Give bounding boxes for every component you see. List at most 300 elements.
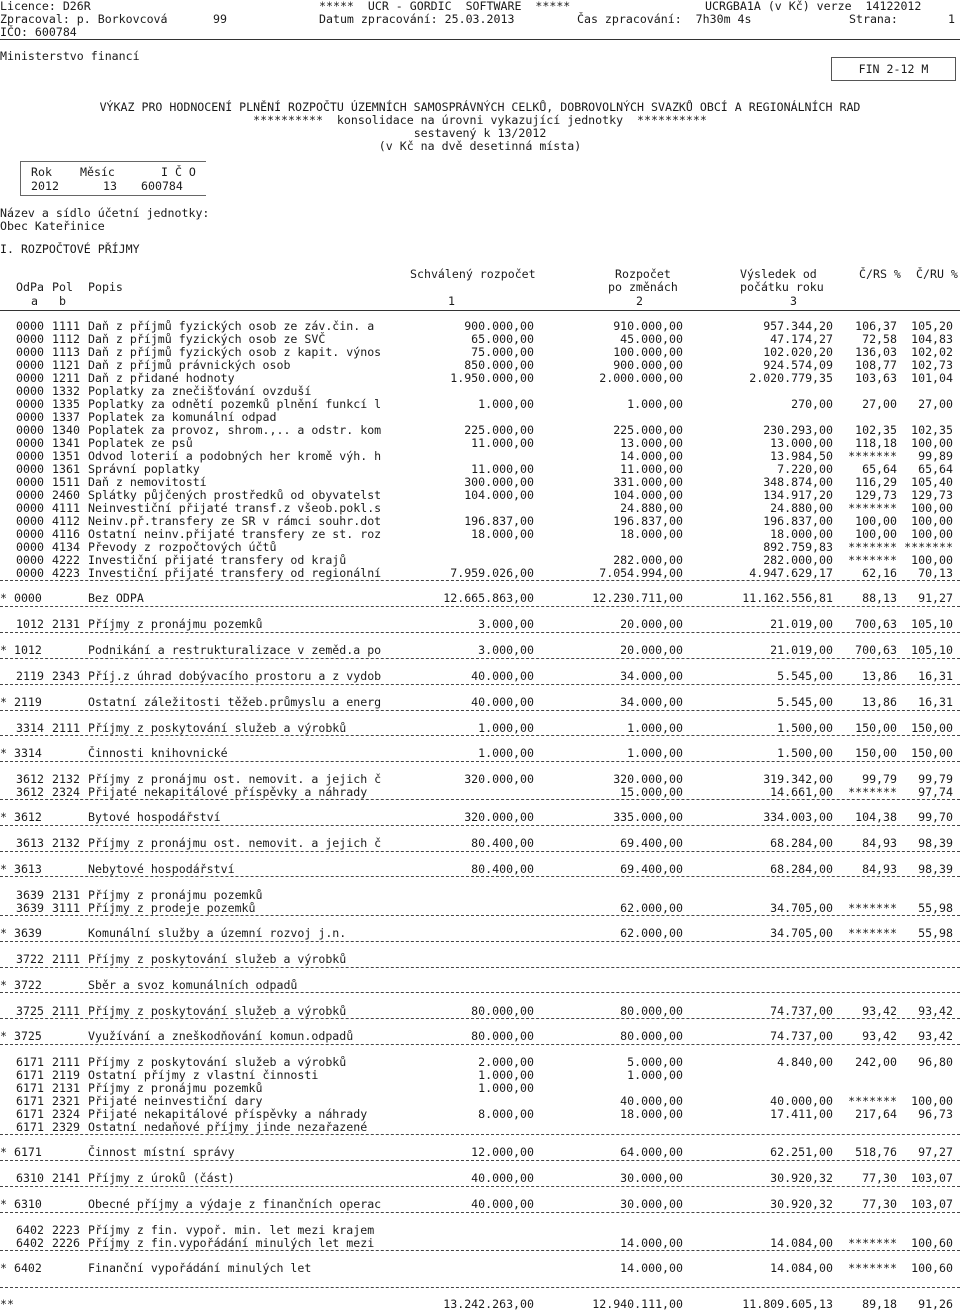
row-crs: 150,00	[855, 721, 897, 735]
row-schvaleny: 80.000,00	[471, 1004, 534, 1018]
row-rozpocet: 196.837,00	[613, 514, 683, 528]
dashed-separator	[0, 761, 960, 762]
col-b: b	[59, 294, 66, 308]
dashed-separator	[0, 1212, 960, 1213]
row-crs: 108,77	[855, 358, 897, 372]
row-vysledek: 47.174,27	[770, 332, 833, 346]
row-vysledek: 68.284,00	[770, 836, 833, 850]
row-popis: Přijaté nekapitálové příspěvky a náhrady	[88, 1107, 368, 1121]
row-vysledek: 1.500,00	[777, 746, 833, 760]
row-odpa: 3722	[16, 952, 44, 966]
row-schvaleny: 11.000,00	[471, 436, 534, 450]
row-popis: Investiční přijaté transfery od krajů	[88, 553, 347, 567]
row-pol: 4112	[52, 514, 80, 528]
col-schvaleny: Schválený rozpočet	[410, 267, 536, 281]
row-subtotal-code: * 6171	[0, 1145, 42, 1159]
licence-text: Licence: D26R	[0, 0, 91, 13]
row-odpa: 0000	[16, 345, 44, 359]
row-vysledek: 14.084,00	[770, 1236, 833, 1250]
row-subtotal-code: **	[0, 1297, 14, 1311]
row-odpa: 3639	[16, 901, 44, 915]
row-rozpocet: 13.000,00	[620, 436, 683, 450]
row-pol: 2119	[52, 1068, 80, 1082]
row-cru: 27,00	[918, 397, 953, 411]
row-crs: 129,73	[855, 488, 897, 502]
row-pol: 4134	[52, 540, 80, 554]
row-schvaleny: 225.000,00	[464, 423, 534, 437]
row-pol: 3111	[52, 901, 80, 915]
row-pol: 2321	[52, 1094, 80, 1108]
row-popis: Převody z rozpočtových účtů	[88, 540, 277, 554]
row-cru: 105,20	[911, 319, 953, 333]
row-popis: Příjmy z poskytování služeb a výrobků	[88, 1055, 347, 1069]
table-row	[0, 1005, 960, 1018]
row-rozpocet: 12.940.111,00	[592, 1297, 683, 1311]
row-schvaleny: 13.242.263,00	[443, 1297, 534, 1311]
row-rozpocet: 69.400,00	[620, 836, 683, 850]
row-schvaleny: 40.000,00	[471, 1171, 534, 1185]
row-odpa: 6171	[16, 1120, 44, 1134]
dashed-separator	[0, 799, 960, 800]
software-text: ***** UCR - GORDIC SOFTWARE *****	[319, 0, 571, 13]
row-vysledek: 319.342,00	[763, 772, 833, 786]
dashed-separator	[0, 606, 960, 607]
row-rozpocet: 14.000,00	[620, 1236, 683, 1250]
dashed-separator	[0, 915, 960, 916]
row-popis: Příjmy z pronájmu pozemků	[88, 888, 263, 902]
row-odpa: 6402	[16, 1223, 44, 1237]
row-popis: Příjmy z pronájmu ost. nemovit. a jejich č	[88, 772, 382, 786]
row-odpa: 2119	[16, 669, 44, 683]
row-popis: Činnosti knihovnické	[88, 746, 228, 760]
row-popis: Příjmy z fin.vypořádání minulých let mezi	[88, 1236, 375, 1250]
row-cru: 100,00	[911, 527, 953, 541]
table-row	[0, 722, 960, 735]
row-subtotal-code: * 6402	[0, 1261, 42, 1275]
subtotal-row	[0, 1262, 960, 1275]
row-popis: Bez ODPA	[88, 591, 144, 605]
row-vysledek: 24.880,00	[770, 501, 833, 515]
row-rozpocet: 69.400,00	[620, 862, 683, 876]
row-popis: Přijaté nekapitálové příspěvky a náhrady	[88, 785, 368, 799]
dashed-separator	[0, 1018, 960, 1019]
row-pol: 1361	[52, 462, 80, 476]
row-cru: 97,74	[918, 785, 953, 799]
row-vysledek: 21.019,00	[770, 617, 833, 631]
processed-num: 99	[213, 12, 227, 26]
dashed-separator	[0, 710, 960, 711]
row-vysledek: 1.500,00	[777, 721, 833, 735]
row-pol: 2111	[52, 1004, 80, 1018]
row-popis: Příjmy z pronájmu ost. nemovit. a jejich č	[88, 836, 382, 850]
row-odpa: 0000	[16, 501, 44, 515]
form-code: FIN 2-12 M	[858, 62, 929, 76]
row-rozpocet: 104.000,00	[613, 488, 683, 502]
row-pol: 1511	[52, 475, 80, 489]
dashed-separator	[0, 851, 960, 852]
row-pol: 2324	[52, 785, 80, 799]
row-popis: Neinv.př.transfery ze SR v rámci souhr.dot	[88, 514, 382, 528]
row-crs: 93,42	[862, 1029, 897, 1043]
row-crs: 106,37	[855, 319, 897, 333]
row-odpa: 0000	[16, 527, 44, 541]
row-cru: 105,40	[911, 475, 953, 489]
row-cru: 103,07	[911, 1171, 953, 1185]
row-popis: Daň z přidané hodnoty	[88, 371, 235, 385]
row-pol: 2223	[52, 1223, 80, 1237]
row-popis: Daň z příjmů fyzických osob ze SVČ	[88, 332, 326, 346]
row-cru: 103,07	[911, 1197, 953, 1211]
row-rozpocet: 11.000,00	[620, 462, 683, 476]
row-crs: 116,29	[855, 475, 897, 489]
row-vysledek: 13.000,00	[770, 436, 833, 450]
row-rozpocet: 910.000,00	[613, 319, 683, 333]
row-rozpocet: 1.000,00	[627, 746, 683, 760]
row-subtotal-code: * 3725	[0, 1029, 42, 1043]
row-odpa: 0000	[16, 566, 44, 580]
row-cru: 104,83	[911, 332, 953, 346]
row-cru: 100,00	[911, 436, 953, 450]
row-pol: 1211	[52, 371, 80, 385]
row-odpa: 0000	[16, 475, 44, 489]
row-cru: 100,60	[911, 1261, 953, 1275]
row-odpa: 3612	[16, 772, 44, 786]
row-cru: 98,39	[918, 862, 953, 876]
row-rozpocet: 335.000,00	[613, 810, 683, 824]
rok-value: 2012	[31, 179, 59, 193]
row-cru: *******	[904, 540, 953, 554]
row-popis: Komunální služby a územní rozvoj j.n.	[88, 926, 347, 940]
table-row	[0, 837, 960, 850]
row-popis: Příjmy z poskytování služeb a výrobků	[88, 952, 347, 966]
row-odpa: 0000	[16, 540, 44, 554]
row-cru: 98,39	[918, 836, 953, 850]
row-popis: Příjmy z úroků (část)	[88, 1171, 235, 1185]
row-crs: 102,35	[855, 423, 897, 437]
row-schvaleny: 850.000,00	[464, 358, 534, 372]
row-popis: Nebytové hospodářství	[88, 862, 235, 876]
subtotal-row	[0, 1146, 960, 1159]
row-cru: 97,27	[918, 1145, 953, 1159]
dashed-separator	[0, 1250, 960, 1251]
row-odpa: 6171	[16, 1107, 44, 1121]
row-rozpocet: 1.000,00	[627, 1068, 683, 1082]
row-rozpocet: 5.000,00	[627, 1055, 683, 1069]
col-n2: 2	[636, 294, 643, 308]
row-rozpocet: 225.000,00	[613, 423, 683, 437]
table-row	[0, 902, 960, 915]
row-vysledek: 34.705,00	[770, 926, 833, 940]
row-cru: 96,80	[918, 1055, 953, 1069]
row-popis: Ostatní nedaňové příjmy jinde nezařazené	[88, 1120, 368, 1134]
row-cru: 93,42	[918, 1004, 953, 1018]
row-cru: 16,31	[918, 669, 953, 683]
row-vysledek: 230.293,00	[763, 423, 833, 437]
row-popis: Činnost místní správy	[88, 1145, 235, 1159]
row-schvaleny: 3.000,00	[478, 617, 534, 631]
row-rozpocet: 45.000,00	[620, 332, 683, 346]
row-cru: 96,73	[918, 1107, 953, 1121]
unit-label: Název a sídlo účetní jednotky:	[0, 206, 210, 220]
row-schvaleny: 1.950.000,00	[450, 371, 534, 385]
page-number: 1	[948, 12, 955, 26]
row-rozpocet: 62.000,00	[620, 901, 683, 915]
row-rozpocet: 40.000,00	[620, 1094, 683, 1108]
row-schvaleny: 40.000,00	[471, 695, 534, 709]
row-odpa: 0000	[16, 488, 44, 502]
row-schvaleny: 12.665.863,00	[443, 591, 534, 605]
row-cru: 55,98	[918, 901, 953, 915]
row-vysledek: 74.737,00	[770, 1004, 833, 1018]
report-subtitle: ********** konsolidace na úrovni vykazující jednotky **********	[253, 113, 707, 127]
row-crs: 103,63	[855, 371, 897, 385]
row-popis: Poplatky za odnětí pozemků plnění funkcí l	[88, 397, 382, 411]
row-vysledek: 4.840,00	[777, 1055, 833, 1069]
row-crs: *******	[848, 785, 897, 799]
row-rozpocet: 30.000,00	[620, 1171, 683, 1185]
row-cru: 16,31	[918, 695, 953, 709]
row-subtotal-code: * 3612	[0, 810, 42, 824]
row-vysledek: 11.162.556,81	[742, 591, 833, 605]
row-cru: 70,13	[918, 566, 953, 580]
row-rozpocet: 900.000,00	[613, 358, 683, 372]
row-schvaleny: 320.000,00	[464, 810, 534, 824]
row-schvaleny: 1.000,00	[478, 397, 534, 411]
subtotal-row	[0, 927, 960, 940]
row-odpa: 0000	[16, 462, 44, 476]
row-vysledek: 4.947.629,17	[749, 566, 833, 580]
col-pocatku: počátku roku	[740, 280, 824, 294]
row-cru: 93,42	[918, 1029, 953, 1043]
subtotal-row	[0, 1298, 960, 1311]
row-odpa: 0000	[16, 553, 44, 567]
row-vysledek: 11.809.605,13	[742, 1297, 833, 1311]
subtotal-row	[0, 696, 960, 709]
mesic-label: Měsíc	[80, 165, 115, 179]
row-crs: 150,00	[855, 746, 897, 760]
row-odpa: 0000	[16, 514, 44, 528]
row-subtotal-code: * 3613	[0, 862, 42, 876]
row-cru: 99,79	[918, 772, 953, 786]
subtotal-row	[0, 747, 960, 760]
row-rozpocet: 30.000,00	[620, 1197, 683, 1211]
table-header-divider	[0, 310, 960, 311]
row-rozpocet: 1.000,00	[627, 397, 683, 411]
row-crs: 99,79	[862, 772, 897, 786]
row-popis: Příjmy z poskytování služeb a výrobků	[88, 1004, 347, 1018]
row-cru: 101,04	[911, 371, 953, 385]
table-row	[0, 1121, 960, 1134]
row-popis: Investiční přijaté transfery od regionální	[88, 566, 382, 580]
row-crs: 84,93	[862, 836, 897, 850]
row-popis: Ostatní záležitosti těžeb.průmyslu a energ	[88, 695, 382, 709]
row-rozpocet: 18.000,00	[620, 527, 683, 541]
row-schvaleny: 40.000,00	[471, 1197, 534, 1211]
row-subtotal-code: * 1012	[0, 643, 42, 657]
row-schvaleny: 1.000,00	[478, 1068, 534, 1082]
row-cru: 100,00	[911, 1094, 953, 1108]
row-popis: Daň z příjmů fyzických osob ze záv.čin. a	[88, 319, 375, 333]
row-schvaleny: 1.000,00	[478, 746, 534, 760]
mesic-value: 13	[103, 179, 117, 193]
row-popis: Poplatky za znečišťování ovzduší	[88, 384, 312, 398]
unit-name: Obec Kateřinice	[0, 219, 105, 233]
row-vysledek: 62.251,00	[770, 1145, 833, 1159]
dashed-separator	[0, 1186, 960, 1187]
col-rozpocet: Rozpočet	[615, 267, 671, 281]
row-rozpocet: 80.000,00	[620, 1004, 683, 1018]
row-pol: 2132	[52, 772, 80, 786]
row-subtotal-code: * 2119	[0, 695, 42, 709]
page-label: Strana:	[849, 12, 898, 26]
row-subtotal-code: * 3639	[0, 926, 42, 940]
row-subtotal-code: * 0000	[0, 591, 42, 605]
row-popis: Bytové hospodářství	[88, 810, 221, 824]
dashed-separator	[0, 1287, 960, 1288]
row-popis: Využívání a zneškodňování komun.odpadů	[88, 1029, 354, 1043]
processing-time: Čas zpracování: 7h30m 4s	[577, 12, 752, 26]
report-title: VÝKAZ PRO HODNOCENÍ PLNĚNÍ ROZPOČTU ÚZEMNÍCH SAMOSPRÁVNÝCH CELKŮ, DOBROVOLNÝCH SVAZKŮ OBCÍ A REGIONÁLNÍCH RAD	[99, 100, 861, 114]
row-odpa: 0000	[16, 384, 44, 398]
col-odpa: OdPa	[16, 280, 44, 294]
row-pol: 4222	[52, 553, 80, 567]
row-rozpocet: 7.054.994,00	[599, 566, 683, 580]
row-odpa: 6171	[16, 1068, 44, 1082]
ico-header: IČO: 600784	[0, 25, 77, 39]
report-units: (v Kč na dvě desetinná místa)	[378, 139, 582, 153]
row-cru: 99,70	[918, 810, 953, 824]
row-crs: *******	[848, 1236, 897, 1250]
table-row	[0, 1237, 960, 1250]
row-pol: 4116	[52, 527, 80, 541]
row-schvaleny: 80.400,00	[471, 862, 534, 876]
row-vysledek: 13.984,50	[770, 449, 833, 463]
row-crs: 136,03	[855, 345, 897, 359]
row-schvaleny: 1.000,00	[478, 1081, 534, 1095]
row-odpa: 3639	[16, 888, 44, 902]
row-rozpocet: 64.000,00	[620, 1145, 683, 1159]
row-odpa: 0000	[16, 319, 44, 333]
row-pol: 4223	[52, 566, 80, 580]
row-schvaleny: 18.000,00	[471, 527, 534, 541]
row-schvaleny: 104.000,00	[464, 488, 534, 502]
row-popis: Příjmy z prodeje pozemků	[88, 901, 256, 915]
subtotal-row	[0, 811, 960, 824]
col-vysledek: Výsledek od	[740, 267, 817, 281]
row-vysledek: 957.344,20	[763, 319, 833, 333]
row-cru: 100,60	[911, 1236, 953, 1250]
row-vysledek: 21.019,00	[770, 643, 833, 657]
row-cru: 129,73	[911, 488, 953, 502]
section-title: I. ROZPOČTOVÉ PŘÍJMY	[0, 242, 140, 256]
row-schvaleny: 320.000,00	[464, 772, 534, 786]
table-row	[0, 1172, 960, 1185]
row-crs: 93,42	[862, 1004, 897, 1018]
row-cru: 150,00	[911, 721, 953, 735]
row-pol: 2329	[52, 1120, 80, 1134]
row-schvaleny: 8.000,00	[478, 1107, 534, 1121]
row-pol: 1351	[52, 449, 80, 463]
row-odpa: 6171	[16, 1094, 44, 1108]
row-pol: 1335	[52, 397, 80, 411]
row-pol: 2132	[52, 836, 80, 850]
row-crs: 84,93	[862, 862, 897, 876]
row-crs: 72,58	[862, 332, 897, 346]
row-vysledek: 68.284,00	[770, 862, 833, 876]
row-rozpocet: 34.000,00	[620, 669, 683, 683]
dashed-separator	[0, 684, 960, 685]
row-odpa: 6402	[16, 1236, 44, 1250]
row-crs: 88,13	[862, 591, 897, 605]
row-crs: 242,00	[855, 1055, 897, 1069]
row-odpa: 0000	[16, 358, 44, 372]
row-rozpocet: 12.230.711,00	[592, 591, 683, 605]
row-popis: Příjmy z fin. vypoř. min. let mezi krajem	[88, 1223, 375, 1237]
row-popis: Poplatek za provoz, shrom.,.. a odstr. kom	[88, 423, 382, 437]
row-pol: 1332	[52, 384, 80, 398]
row-schvaleny: 65.000,00	[471, 332, 534, 346]
row-popis: Ostatní příjmy z vlastní činnosti	[88, 1068, 319, 1082]
row-vysledek: 2.020.779,35	[749, 371, 833, 385]
row-pol: 2111	[52, 1055, 80, 1069]
row-subtotal-code: * 6310	[0, 1197, 42, 1211]
row-popis: Přijaté neinvestiční dary	[88, 1094, 263, 1108]
row-crs: *******	[848, 926, 897, 940]
row-pol: 2141	[52, 1171, 80, 1185]
row-rozpocet: 62.000,00	[620, 926, 683, 940]
row-crs: 217,64	[855, 1107, 897, 1121]
row-subtotal-code: * 3314	[0, 746, 42, 760]
row-crs: 518,76	[855, 1145, 897, 1159]
subtotal-row	[0, 863, 960, 876]
row-crs: 27,00	[862, 397, 897, 411]
row-crs: 89,18	[862, 1297, 897, 1311]
row-rozpocet: 20.000,00	[620, 617, 683, 631]
row-popis: Neinvestiční přijaté transf.z všeob.pokl.s	[88, 501, 382, 515]
table-row	[0, 786, 960, 799]
row-rozpocet: 100.000,00	[613, 345, 683, 359]
row-crs: 13,86	[862, 669, 897, 683]
row-cru: 105,10	[911, 643, 953, 657]
ministry: Ministerstvo financí	[0, 49, 140, 63]
row-pol: 2111	[52, 721, 80, 735]
row-cru: 100,00	[911, 553, 953, 567]
row-crs: *******	[848, 449, 897, 463]
row-cru: 100,00	[911, 501, 953, 515]
row-vysledek: 7.220,00	[777, 462, 833, 476]
row-pol: 2324	[52, 1107, 80, 1121]
row-cru: 91,26	[918, 1297, 953, 1311]
row-popis: Splátky půjčených prostředků od obyvatelst	[88, 488, 382, 502]
row-popis: Příjmy z pronájmu pozemků	[88, 1081, 263, 1095]
table-row	[0, 618, 960, 631]
row-schvaleny: 2.000,00	[478, 1055, 534, 1069]
subtotal-row	[0, 1198, 960, 1211]
dashed-separator	[0, 1160, 960, 1161]
row-vysledek: 196.837,00	[763, 514, 833, 528]
row-popis: Sběr a svoz komunálních odpadů	[88, 978, 298, 992]
row-subtotal-code: * 3722	[0, 978, 42, 992]
row-crs: *******	[848, 553, 897, 567]
row-vysledek: 282.000,00	[763, 553, 833, 567]
row-rozpocet: 15.000,00	[620, 785, 683, 799]
row-odpa: 0000	[16, 397, 44, 411]
row-popis: Finanční vypořádání minulých let	[88, 1261, 312, 1275]
row-crs: 118,18	[855, 436, 897, 450]
row-popis: Poplatek za komunální odpad	[88, 410, 277, 424]
processing-date: Datum zpracování: 25.03.2013	[319, 12, 515, 26]
row-crs: *******	[848, 901, 897, 915]
